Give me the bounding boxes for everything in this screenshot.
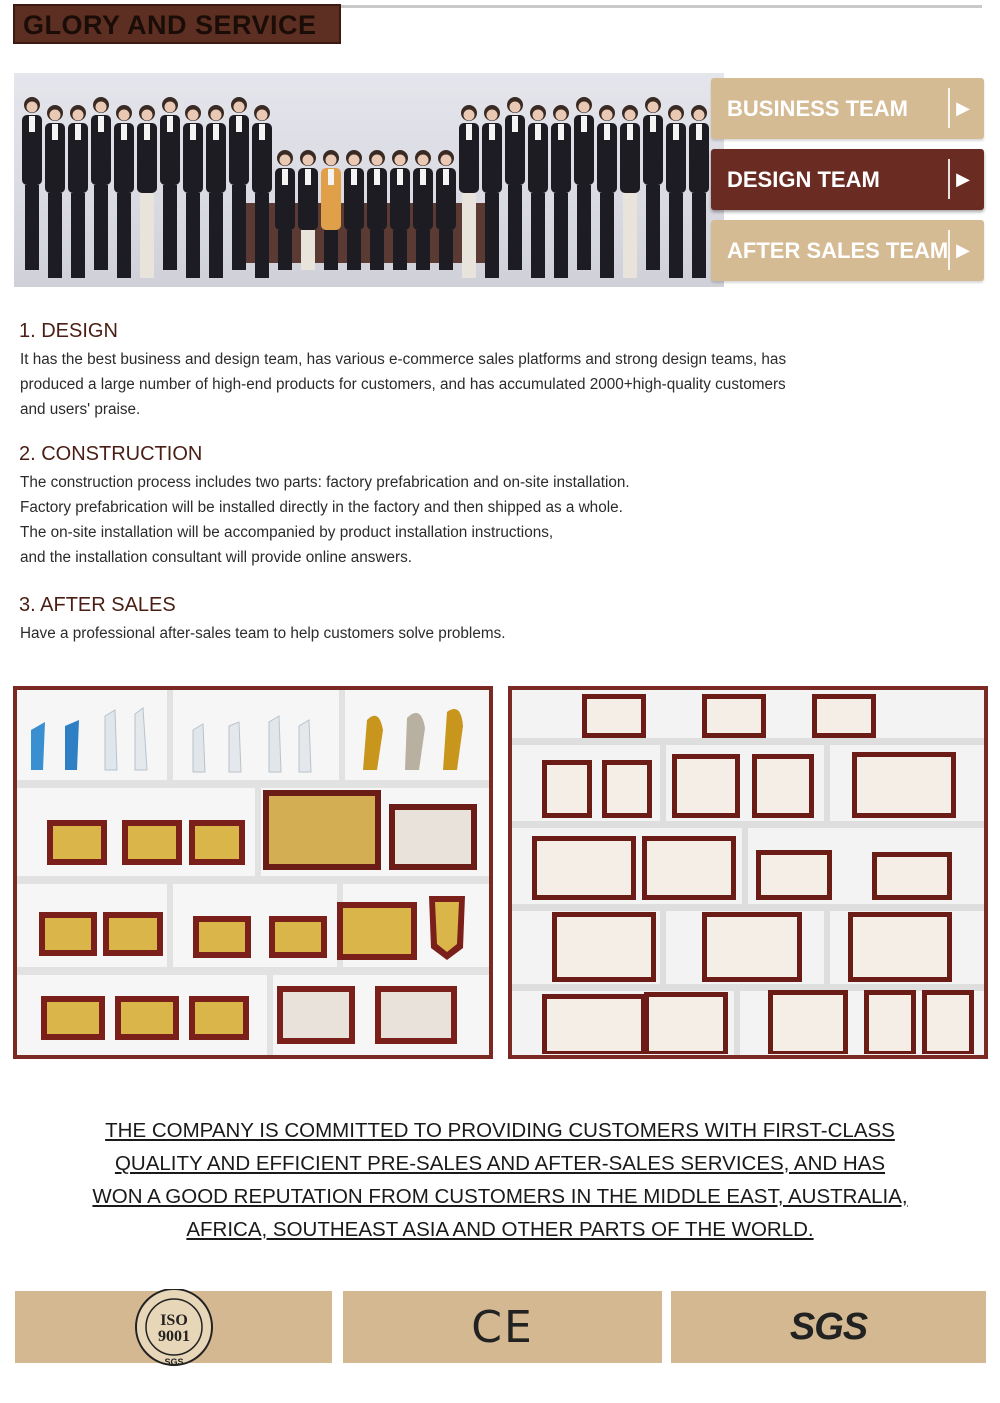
team-member <box>321 150 341 270</box>
team-member <box>689 105 709 278</box>
team-member <box>275 150 295 270</box>
body-line: Factory prefabrication will be installed directly in the factory and then shipped as a whole. <box>20 499 623 516</box>
team-member <box>91 97 111 270</box>
team-member <box>252 105 272 278</box>
team-member <box>344 150 364 270</box>
team-member <box>137 105 157 278</box>
header-bar <box>13 4 341 44</box>
team-member <box>229 97 249 270</box>
design-team-label: DESIGN TEAM <box>727 166 880 192</box>
team-member <box>459 105 479 278</box>
team-member <box>367 150 387 270</box>
body-line: It has the best business and design team, has various e-commerce sales platforms and strong design teams, has <box>20 351 787 368</box>
iso-mark: ISO <box>159 1312 188 1329</box>
iso-number: 9001 <box>157 1328 190 1345</box>
certificate-shelf-photo <box>508 686 988 1059</box>
team-member <box>22 97 42 270</box>
team-member <box>114 105 134 278</box>
body-line: The on-site installation will be accompanied by product installation instructions, <box>20 524 554 541</box>
statement-line: WON A GOOD REPUTATION FROM CUSTOMERS IN THE MIDDLE EAST, AUSTRALIA, <box>92 1185 908 1208</box>
ce-cert-box <box>343 1291 662 1363</box>
team-member <box>298 150 318 270</box>
header-divider <box>341 5 982 8</box>
statement-line: AFRICA, SOUTHEAST ASIA AND OTHER PARTS OF THE WORLD. <box>186 1218 814 1241</box>
design-team-button[interactable] <box>711 149 984 210</box>
company-statement <box>20 1114 980 1246</box>
iso-sub: SGS <box>163 1357 184 1367</box>
body-line: Have a professional after-sales team to help customers solve problems. <box>20 625 506 642</box>
body-line: and users' praise. <box>20 401 141 418</box>
team-member <box>551 105 571 278</box>
team-member <box>574 97 594 270</box>
play-arrow-icon: ▶ <box>948 88 976 128</box>
ce-mark-icon: CE <box>471 1301 534 1353</box>
section-body-construction <box>20 470 988 570</box>
team-member <box>505 97 525 270</box>
section-title-after-sales: 3. AFTER SALES <box>19 594 176 616</box>
section-body-design <box>20 347 988 422</box>
play-arrow-icon: ▶ <box>948 230 976 270</box>
business-team-button[interactable] <box>711 78 984 139</box>
team-member <box>45 105 65 278</box>
iso-9001-cert-box <box>15 1291 332 1367</box>
team-member <box>68 105 88 278</box>
trophy-shelf-illustration <box>17 690 489 1055</box>
team-photo <box>14 73 724 287</box>
team-member <box>183 105 203 278</box>
section-title-construction: 2. CONSTRUCTION <box>19 443 203 465</box>
after-sales-team-button[interactable] <box>711 220 984 281</box>
sgs-mark-icon: SGS <box>789 1305 868 1348</box>
section-title-design: 1. DESIGN <box>19 320 118 342</box>
page-title: GLORY AND SERVICE <box>23 10 317 40</box>
team-member <box>482 105 502 278</box>
certificate-shelf-illustration <box>512 690 984 1055</box>
trophy-shelf-photo <box>13 686 493 1059</box>
team-member <box>160 97 180 270</box>
team-photo-illustration <box>14 73 724 287</box>
team-member <box>528 105 548 278</box>
team-member <box>643 97 663 270</box>
sgs-cert-box <box>671 1291 986 1363</box>
body-line: produced a large number of high-end products for customers, and has accumulated 2000+high-quality customers <box>20 376 786 393</box>
statement-line: THE COMPANY IS COMMITTED TO PROVIDING CUSTOMERS WITH FIRST-CLASS <box>105 1119 895 1142</box>
team-member <box>206 105 226 278</box>
iso-9001-seal-icon <box>128 1289 220 1369</box>
team-member <box>413 150 433 270</box>
business-team-label: BUSINESS TEAM <box>727 95 908 121</box>
section-body-after-sales <box>20 621 988 646</box>
statement-line: QUALITY AND EFFICIENT PRE-SALES AND AFTER-SALES SERVICES, AND HAS <box>114 1152 886 1175</box>
team-member <box>436 150 456 270</box>
team-member <box>390 150 410 270</box>
team-member <box>666 105 686 278</box>
after-sales-team-label: AFTER SALES TEAM <box>727 237 949 263</box>
body-line: The construction process includes two parts: factory prefabrication and on-site installation. <box>20 474 630 491</box>
body-line: and the installation consultant will provide online answers. <box>20 549 412 566</box>
team-member <box>620 105 640 278</box>
team-member <box>597 105 617 278</box>
play-arrow-icon: ▶ <box>948 159 976 199</box>
